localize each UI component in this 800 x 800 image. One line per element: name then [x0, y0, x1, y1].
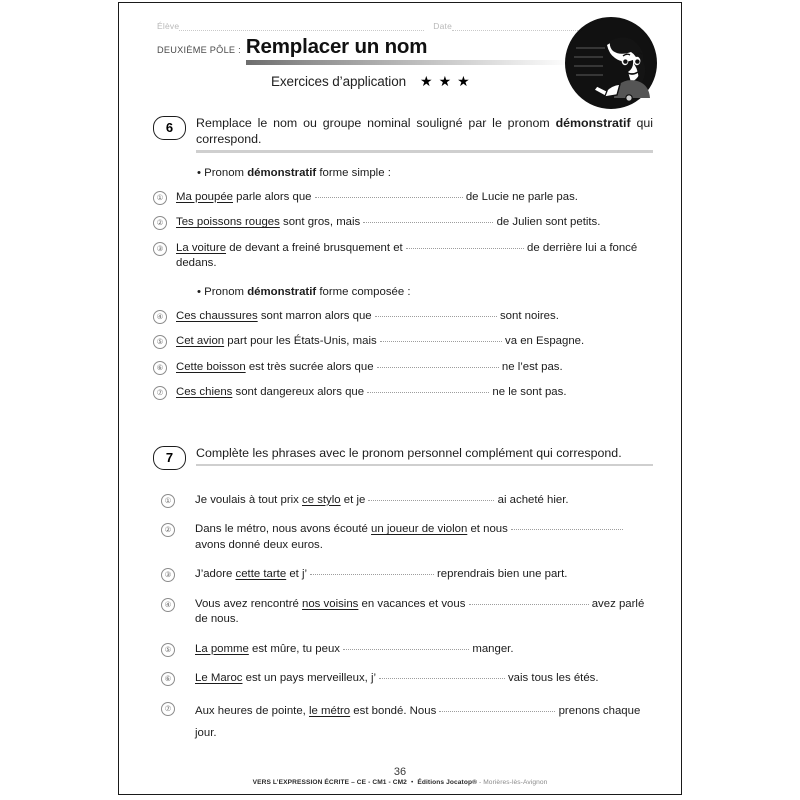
text-run: et je: [340, 493, 369, 506]
underlined-phrase: un joueur de violon: [371, 523, 468, 536]
list-item: [161, 521, 653, 553]
exercise-7-number: 7: [153, 446, 186, 470]
item-text: [176, 240, 653, 272]
answer-blank[interactable]: [380, 333, 502, 342]
text-run: reprendrais bien une part.: [433, 568, 568, 581]
answer-blank[interactable]: [469, 596, 589, 605]
item-text: [176, 214, 653, 231]
list-item: [153, 384, 653, 401]
item-number: ②: [161, 523, 175, 537]
item-text: [195, 596, 653, 628]
series-title: VERS L’EXPRESSION ÉCRITE – CE - CM1 - CM2: [252, 779, 407, 786]
answer-blank[interactable]: [310, 566, 434, 575]
item-number: ③: [153, 242, 167, 256]
star-icon: ★: [420, 73, 433, 90]
exercise-7-instruction-wrap: [196, 445, 653, 467]
item-text: [176, 333, 653, 350]
answer-blank[interactable]: [375, 308, 497, 317]
list-item: [161, 492, 653, 509]
list-item: [153, 308, 653, 325]
text-run: manger.: [469, 642, 514, 655]
student-writing-badge-icon: [563, 15, 659, 111]
bullet-part-bold: démonstratif: [247, 285, 317, 298]
text-run: vais tous les étés.: [504, 672, 599, 685]
list-item: [153, 189, 653, 206]
exercise-6-number: 6: [153, 116, 186, 140]
item-text: [176, 359, 653, 376]
text-run: de Lucie ne parle pas.: [462, 190, 578, 203]
exercise-6-header: [153, 115, 653, 153]
text-run: Dans le métro, nous avons écouté: [195, 523, 372, 536]
exercise-6-group-1-items: [153, 189, 653, 272]
exercise-7-rule: [196, 464, 653, 466]
instr-part: qui correspond.: [196, 115, 653, 146]
answer-blank[interactable]: [439, 703, 555, 712]
text-run: est un pays merveilleux, j’: [242, 672, 379, 685]
text-run: avons donné deux euros.: [195, 538, 323, 551]
footer-separator: •: [410, 779, 414, 786]
answer-blank[interactable]: [363, 214, 493, 223]
exercise-7-header: [153, 445, 653, 470]
exercise-6-instruction: [196, 115, 653, 148]
exercise-6-group-2-bullet: [197, 286, 653, 298]
page-number: 36: [393, 766, 407, 778]
item-number: ②: [153, 216, 167, 230]
text-run: et nous: [467, 523, 511, 536]
list-item: [153, 333, 653, 350]
text-run: de Julien sont petits.: [493, 216, 601, 229]
item-number: ④: [153, 310, 167, 324]
underlined-phrase: Cet avion: [176, 335, 225, 348]
text-run: part pour les États-Unis, mais: [224, 335, 380, 348]
item-number: ⑥: [153, 361, 167, 375]
underlined-phrase: Le Maroc: [195, 672, 243, 685]
underlined-phrase: Ces chiens: [176, 386, 233, 399]
underlined-phrase: cette tarte: [235, 568, 287, 581]
text-run: sont marron alors que: [257, 309, 375, 322]
answer-blank[interactable]: [511, 521, 623, 530]
answer-blank[interactable]: [315, 189, 463, 198]
exercise-7-items: [161, 492, 653, 744]
text-run: et j’: [286, 568, 310, 581]
underlined-phrase: La voiture: [176, 241, 227, 254]
date-label: Date: [433, 21, 453, 31]
text-run: prenons chaque jour.: [195, 704, 641, 739]
underlined-phrase: le métro: [308, 704, 351, 717]
item-text: [195, 521, 653, 553]
item-number: ④: [161, 598, 175, 612]
text-run: parle alors que: [233, 190, 315, 203]
difficulty-stars: [420, 74, 470, 88]
answer-blank[interactable]: [406, 240, 524, 249]
item-number: ①: [161, 494, 175, 508]
item-text: [176, 384, 653, 401]
text-run: Vous avez rencontré: [195, 597, 303, 610]
bullet-part: • Pronom: [197, 285, 248, 298]
underlined-phrase: Cette boisson: [176, 360, 246, 373]
pole-label: DEUXIÈME PÔLE :: [157, 45, 241, 55]
item-number: ⑤: [161, 643, 175, 657]
item-text: [195, 670, 653, 687]
exercise-6-group-2-items: [153, 308, 653, 401]
text-run: va en Espagne.: [501, 335, 585, 348]
underlined-phrase: Ma poupée: [176, 190, 233, 203]
item-number: ⑥: [161, 672, 175, 686]
page-footer: [119, 766, 681, 786]
publisher-name: Éditions Jocatop®: [417, 779, 478, 786]
star-icon: ★: [457, 73, 470, 90]
text-run: ai acheté hier.: [494, 493, 569, 506]
item-text: [195, 566, 653, 583]
bullet-part-bold: démonstratif: [247, 166, 317, 179]
item-text: [195, 700, 653, 744]
worksheet-page: [118, 2, 682, 795]
text-run: de derrière lui a foncé dedans.: [176, 241, 638, 270]
exercise-6-rule: [196, 150, 653, 152]
item-text: [195, 641, 653, 658]
footer-credits: [119, 779, 681, 786]
list-item: [153, 359, 653, 376]
text-run: de devant a freiné brusquement et: [226, 241, 406, 254]
item-number: ①: [153, 191, 167, 205]
list-item: [161, 596, 653, 628]
page-content: [153, 19, 653, 757]
instr-part-bold: démonstratif: [555, 115, 631, 130]
item-number: ⑦: [161, 702, 175, 716]
text-run: Aux heures de pointe,: [195, 704, 309, 717]
underlined-phrase: Tes poissons rouges: [176, 216, 280, 229]
underlined-phrase: Ces chaussures: [176, 309, 258, 322]
bullet-part: • Pronom: [197, 166, 248, 179]
item-text: [176, 308, 653, 325]
answer-blank[interactable]: [368, 492, 494, 501]
item-number: ⑤: [153, 335, 167, 349]
underlined-phrase: nos voisins: [302, 597, 359, 610]
list-item: [161, 700, 653, 744]
list-item: [161, 670, 653, 687]
item-number: ③: [161, 568, 175, 582]
exercise-7-instruction: Complète les phrases avec le pronom personnel complément qui correspond.: [196, 445, 622, 460]
text-run: Je voulais à tout prix: [195, 493, 302, 506]
list-item: [153, 240, 653, 272]
list-item: [161, 566, 653, 583]
exercise-6-instruction-wrap: [196, 115, 653, 153]
text-run: J’adore: [195, 568, 236, 581]
eleve-blank[interactable]: [179, 23, 424, 31]
text-run: avez parlé de nous.: [195, 597, 645, 626]
exercise-6: [153, 115, 653, 401]
text-run: en vacances et vous: [358, 597, 469, 610]
exercise-7: [153, 445, 653, 744]
text-run: sont dangereux alors que: [232, 386, 368, 399]
underlined-phrase: ce stylo: [302, 493, 341, 506]
item-text: [176, 189, 653, 206]
text-run: ne l’est pas.: [498, 360, 563, 373]
underlined-phrase: La pomme: [195, 642, 249, 655]
exercise-6-group-1-bullet: [197, 167, 653, 179]
title-gradient-rule: [246, 60, 573, 65]
answer-blank[interactable]: [343, 641, 469, 650]
page-title: Remplacer un nom: [245, 35, 428, 58]
item-number: ⑦: [153, 386, 167, 400]
text-run: est bondé. Nous: [350, 704, 440, 717]
text-run: ne le sont pas.: [489, 386, 567, 399]
publisher-location: - Morières-lès-Avignon: [478, 779, 548, 786]
answer-blank[interactable]: [377, 359, 499, 368]
text-run: sont noires.: [496, 309, 559, 322]
item-text: [195, 492, 653, 509]
answer-blank[interactable]: [367, 384, 489, 393]
star-icon: ★: [438, 73, 452, 90]
list-item: [161, 641, 653, 658]
bullet-part: forme simple :: [316, 166, 391, 179]
eleve-label: Élève: [157, 21, 180, 31]
instr-part: Remplace le nom ou groupe nominal souligné par le pronom: [196, 115, 556, 130]
text-run: sont gros, mais: [279, 216, 364, 229]
subtitle: Exercices d’application: [271, 73, 407, 89]
bullet-part: forme composée :: [316, 285, 411, 298]
answer-blank[interactable]: [379, 670, 505, 679]
list-item: [153, 214, 653, 231]
text-run: est très sucrée alors que: [245, 360, 377, 373]
text-run: est mûre, tu peux: [248, 642, 344, 655]
